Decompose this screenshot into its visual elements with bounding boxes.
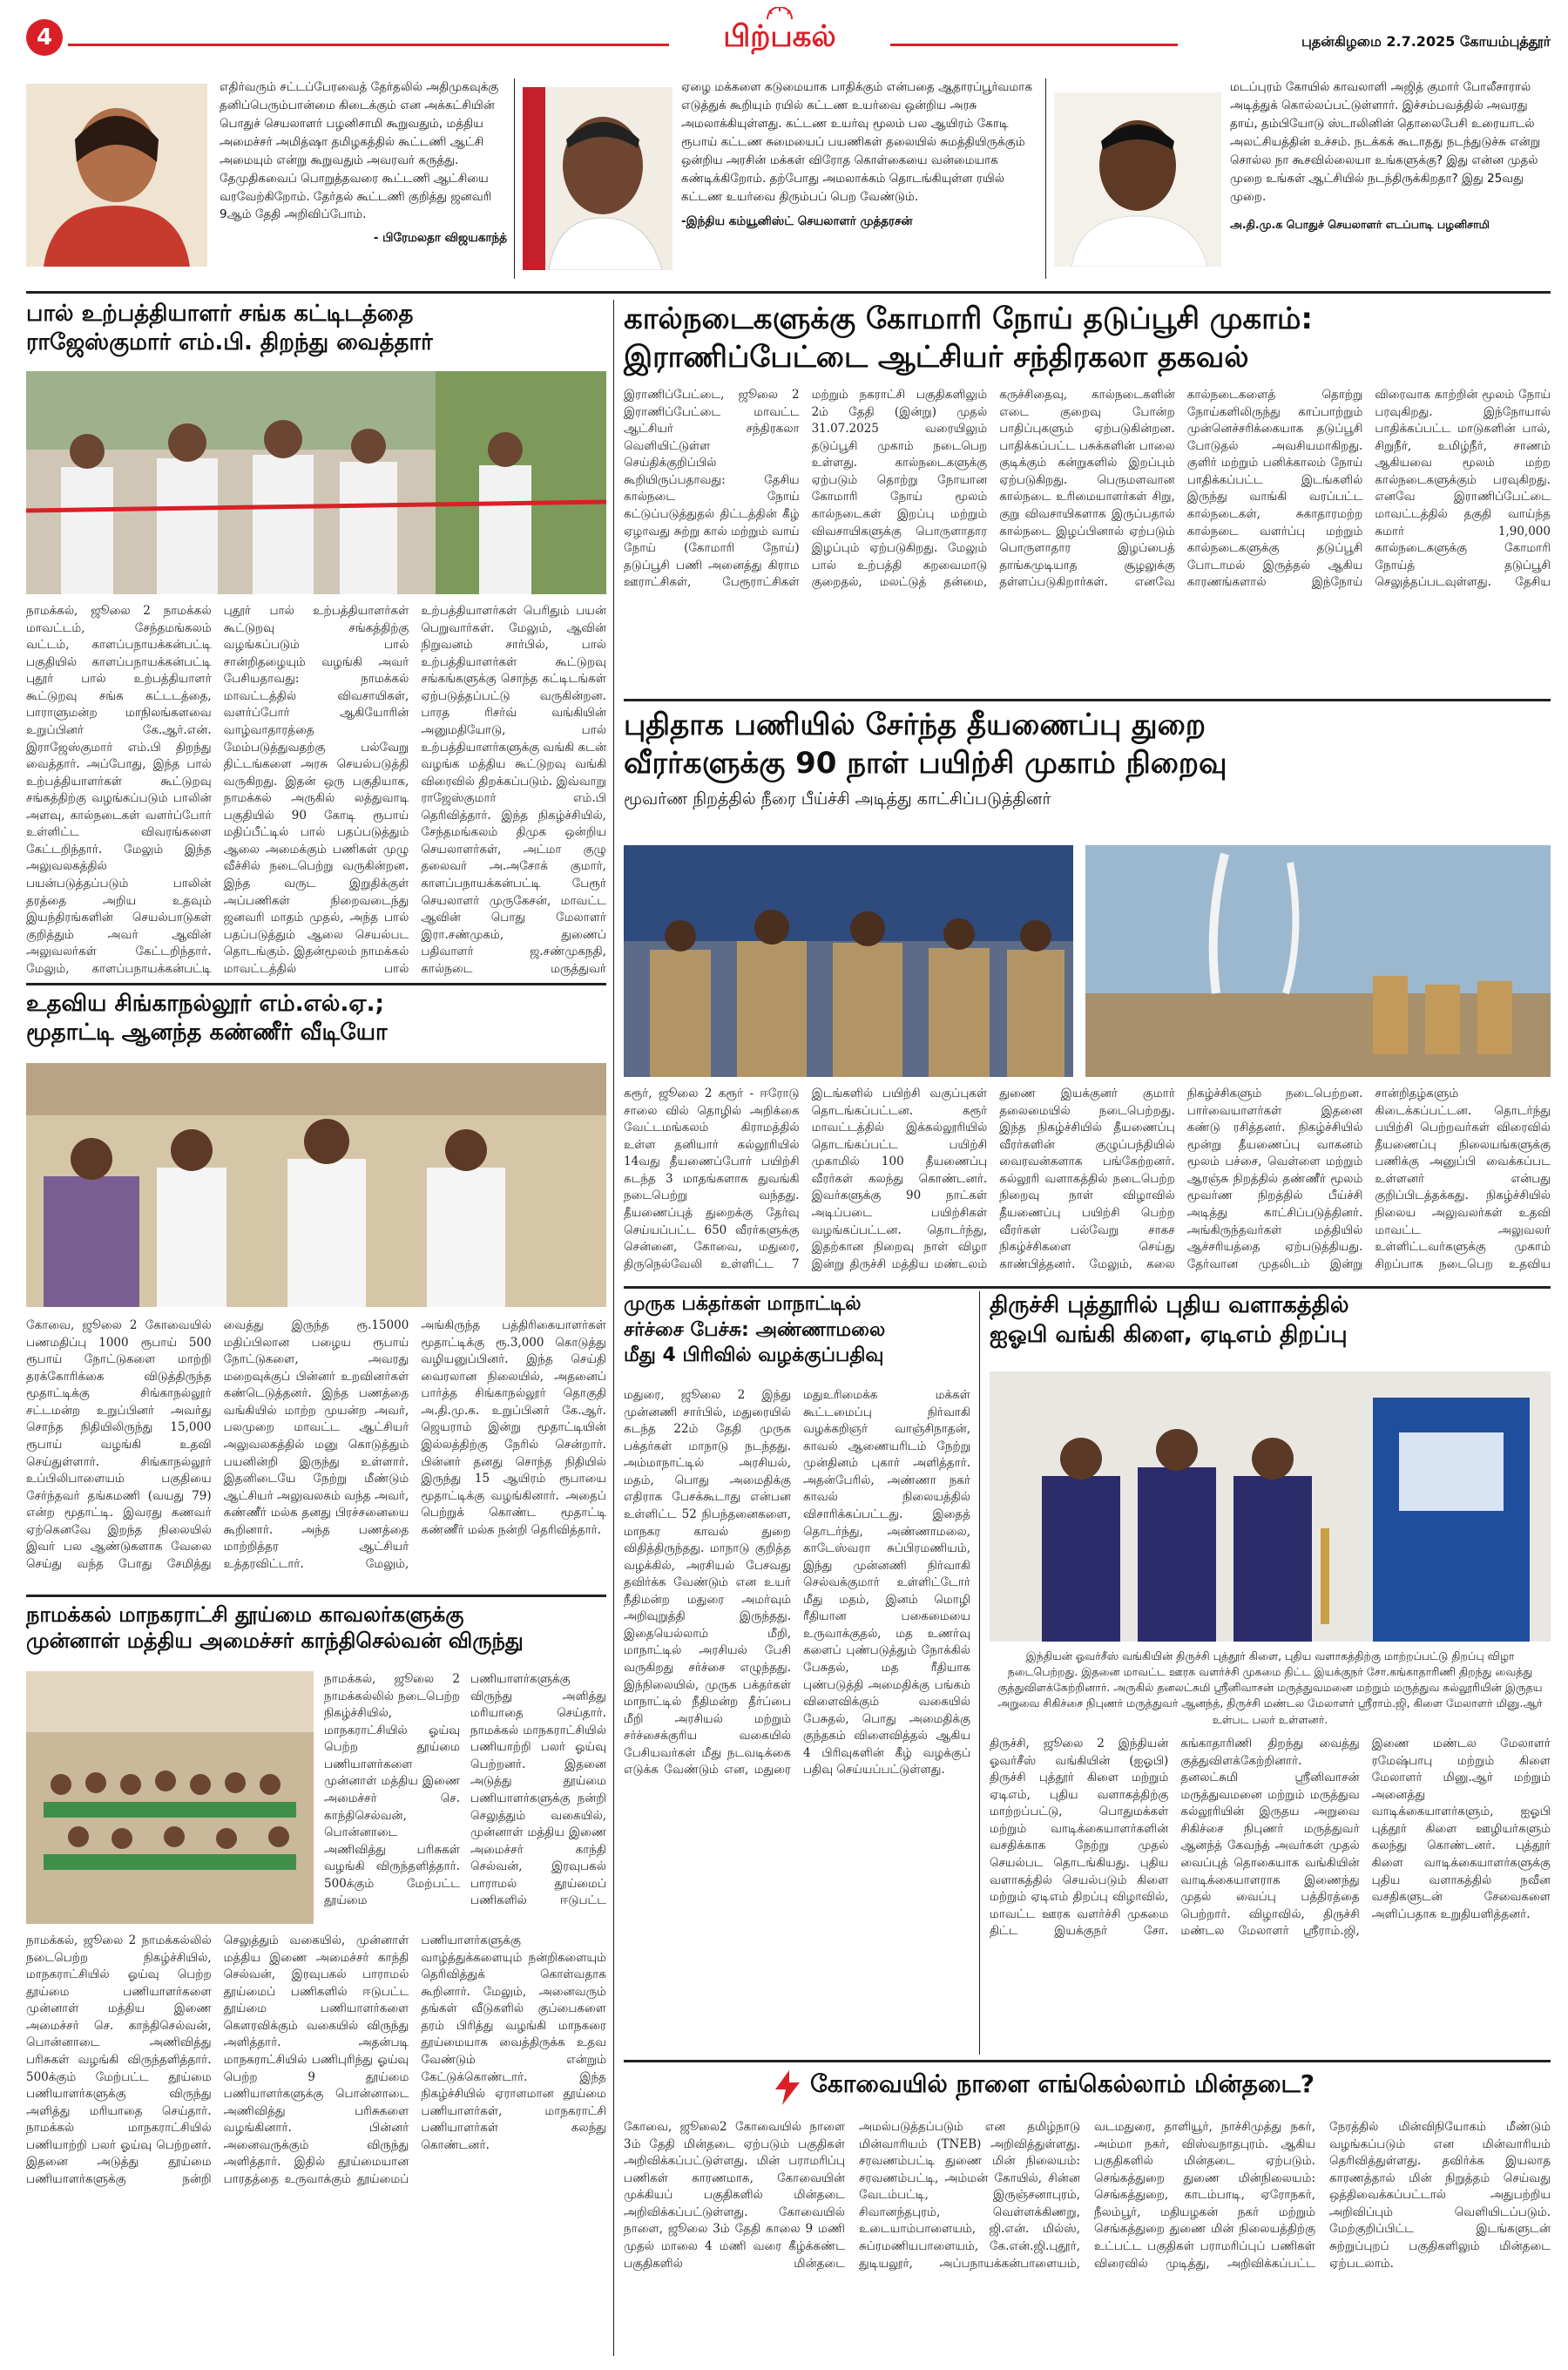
- murugan-headline-line3: மீது 4 பிரிவில் வழக்குப்பதிவு: [624, 1344, 884, 1367]
- divider: [624, 1286, 1551, 1289]
- namakkal-headline: [26, 1601, 606, 1654]
- fire-headline-line2: வீரர்களுக்கு 90 நாள் பயிற்சி முகாம் நிறைவு: [624, 746, 1227, 782]
- portrait-edappadi: [1054, 92, 1221, 267]
- quote-1-text: எதிர்வரும் சட்டப்பேரவைத் தேர்தலில் அதிமுகவுக்கு தனிப்பெரும்பான்மை கிடைக்கும் என அக்கட்சியின் பொதுச் செயலாளர் பழனிசாமி கூறுவதும், மத்திய அமைச்சர் அமித்ஷா தமிழகத்தில் கூட்டணி ஆட்சி அமையும் என்று கூறுவதும் அவரவர் கருத்து. தேமுதிகவைப் பொறுத்தவரை கூட்டணி ஆட்சியை வரவேற்கிறோம். தேர்தல் கூட்டணி குறித்து ஜனவரி 9ஆம் தேதி அறிவிப்போம்.: [220, 80, 499, 222]
- person-photo-icon: [1054, 92, 1221, 267]
- mla-meeting-photo-icon: [26, 1063, 606, 1307]
- video-body: [26, 1317, 606, 1584]
- fire-photo-water: [1085, 845, 1551, 1077]
- divider: [624, 2060, 1551, 2062]
- video-headline-line1: உதவிய சிங்காநல்லூர் எம்.எல்.ஏ.;: [26, 991, 384, 1017]
- page-number: 4: [36, 24, 53, 51]
- ceremony-photo-icon: [624, 845, 1073, 1077]
- divider: [613, 300, 614, 2356]
- article-video: [26, 990, 606, 1571]
- murugan-body: [624, 1387, 970, 2058]
- power-body: [624, 2119, 1551, 2363]
- namakkal-body-text: நாமக்கல், ஜூலை 2 நாமக்கல்லில் நடைபெற்ற நிகழ்ச்சியில், மாநகராட்சியில் ஓய்வு பெற்ற தூய்மை பணியாளர்களை முன்னாள் மத்திய இணை அமைச்சர் செ. காந்திசெல்வன், பொன்னாடை அணிவித்து பரிசுகள் வழங்கி விருந்தளித்தார். 500க்கும் மேற்பட்ட தூய்மை பணியாளர்களுக்கு விருந்து அளித்து மரியாதை செய்தார். நாமக்கல் மாநகராட்சியில் பணியாற்றி பலர் ஓய்வு பெற்றனர். இதனை அடுத்து தூய்மை பணியாளர்களுக்கு நன்றி செலுத்தும் வகையில், முன்னாள் மத்திய இணை அமைச்சர் காந்தி செல்வன், இரவுபகல் பாராமல் தூய்மைப் பணிகளில் ஈடுபட்ட: [324, 1672, 606, 1908]
- fire-body: [624, 1086, 1551, 1274]
- divider: [26, 1595, 606, 1597]
- logo-text: பிற்பகல்: [723, 19, 836, 54]
- iob-headline-line1: திருச்சி புத்தூரில் புதிய வளாகத்தில்: [990, 1292, 1349, 1318]
- iob-body: [990, 1736, 1551, 2055]
- cattle-body-text: இராணிப்பேட்டை, ஜூலை 2 இராணிப்பேட்டை மாவட்ட ஆட்சியர் சந்திரகலா வெளியிட்டுள்ள செய்திக்குறிப்பில் கூறியிருப்பதாவது: தேசிய கால்நடை நோய் கட்டுப்படுத்துதல் திட்டத்தின் கீழ் ஏழாவது சுற்று கால் மற்றும் வாய் நோய் (கோமாரி நோய்) தடுப்பூசி பணி அனைத்து கிராம ஊராட்சிகள், பேரூராட்சிகள் மற்றும் நகராட்சி பகுதிகளிலும் 2ம் தேதி (இன்று) முதல் 31.07.2025 வரையிலும் தடுப்பூசி முகாம் நடைபெற உள்ளது. கால்நடைகளுக்கு ஏற்படும் தொற்று நோயான கோமாரி நோய் மூலம் கால்நடைகள் இறப்பு மற்றும் விவசாயிகளுக்கு பொருளாதார இழப்பும் ஏற்படுகிறது. மேலும் பால் உற்பத்தி கறவைமாடு குறைதல், மலட்டுத் தன்மை, கருச்சிதைவு, கால்நடைகளின் எடை குறைவு போன்ற பாதிப்புகளும் ஏற்படுகின்றன. பாதிக்கப்பட்ட பசுக்களின் பாலை குடிக்கும் கன்றுகளில் இறப்பும் ஏற்படுகிறது. பெருமளவான கால்நடை உரிமையாளர்கள் சிறு, குறு விவசாயிகளாக இருப்பதால் கால்நடை இழப்பினால் ஏற்படும் பொருளாதார இழப்பைத் தாங்கமுடியாத சூழலுக்கு தள்ளப்படுகிறார்கள். எனவே கால்நடைகளைத் தொற்று நோய்களிலிருந்து காப்பாற்றும் முன்னெச்சரிக்கையாக தடுப்பூசி போடுதல் அவசியமாகிறது. குளிர் மற்றும் பனிக்காலம் நோய் பாதிக்கப்பட்ட இடங்களில் இருந்து வாங்கி வரப்பட்ட கால்நடைகள், சுகாதாரமற்ற கால்நடை வளர்ப்பு மற்றும் கால்நடைகளுக்கு தடுப்பூசி போடாமல் இருத்தல் ஆகிய காரணங்களால் இந்நோய் விரைவாக காற்றின் மூலம் நோய் பரவுகிறது. இந்நோயால் பாதிக்கப்பட்ட மாடுகளின் பால், சிறுநீர், உமிழ்நீர், சாணம் ஆகியவை மூலம் மற்ற கால்நடைகளுக்கும் பரவுகிறது. எனவே இராணிப்பேட்டை மாவட்டத்தில் தகுதி வாய்ந்த சுமார் 1,90,000 கால்நடைகளுக்கு கோமாரி நோய்த் தடுப்பூசி செலுத்தப்படவுள்ளது. தேசிய: [624, 388, 1551, 590]
- fire-headline-line1: புதிதாக பணியில் சேர்ந்த தீயணைப்பு துறை: [624, 708, 1206, 742]
- cattle-body: [624, 387, 1551, 605]
- namakkal-photo: [26, 1671, 314, 1924]
- quote-2-text: ஏழை மக்களை கடுமையாக பாதிக்கும் என்பதை ஆதாரப்பூர்வமாக எடுத்துக் கூறியும் ரயில் கட்டண உயர்வை ஒன்றிய அரசு அமலாக்கியுள்ளது. கட்டண உயர்வு மூலம் பல ஆயிரம் கோடி ரூபாய் கட்டண சுமையைப் பயணிகள் தலையில் சுமத்தியிருக்கும் ஒன்றிய அரசின் மக்கள் விரோத கொள்கையை வன்மையாக கண்டிக்கிறோம். தற்போது அமலாக்கம் தொடங்கியுள்ள ரயில் கட்டண உயர்வை திரும்பப் பெற வேண்டும்.: [681, 80, 1032, 204]
- quote-3: [1230, 78, 1551, 234]
- namakkal-body-bottom: [26, 1933, 606, 2342]
- namakkal-headline-line1: நாமக்கல் மாநகராட்சி தூய்மை காவலர்களுக்கு: [26, 1602, 464, 1627]
- divider: [624, 699, 1551, 701]
- divider: [26, 983, 606, 985]
- ribbon-cutting-photo-icon: [26, 371, 606, 594]
- iob-body-text: திருச்சி, ஜூலை 2 இந்தியன் ஓவர்சீஸ் வங்கியின் (ஐஓபி) திருச்சி புத்தூர் கிளை மற்றும் ஏடிஎம், புதிய வளாகத்திற்கு மாற்றப்பட்டு, பொதுமக்கள் மற்றும் வாடிக்கையாளர்களின் வசதிக்காக நேற்று முதல் செயல்பட தொடங்கியது. புதிய வளாகத்தில் செயல்படும் கிளை மற்றும் ஏடிஎம் திறப்பு விழாவில், மாவட்ட ஊரக வளர்ச்சி முகமை திட்ட இயக்குநர் சோ. கங்காதாரிணி திறந்து வைத்து குத்துவிளக்கேற்றினார். தனலட்சுமி ஸ்ரீனிவாசன் மருத்துவமனை மற்றும் மருத்துவ கல்லூரியின் இருதய அறுவை சிகிச்சை நிபுணர் மருத்துவர் ஆனந்த் கேவந்த் அவர்கள் முதல் வைப்புத் தொகையாக வங்கியின் வாடிக்கையாளராக இணைந்து முதல் வைப்பு பத்திரத்தை பெற்றார். விழாவில், திருச்சி மண்டல மேலாளர் ஸ்ரீராம்.ஜி, இணை மண்டல மேலாளர் ரமேஷ்பாபு மற்றும் கிளை மேலாளர் மினு.ஆர் மற்றும் அனைத்து வாடிக்கையாளர்களும், ஐஓபி புத்தூர் கிளை ஊழியர்களும் கலந்து கொண்டனர். புத்தூர் கிளை வாடிக்கையாளர்களுக்கு புதிய வளாகத்தில் நவீன வசதிகளுடன் சேவைகளை அளிப்பதாக உறுதியளித்தனர்.: [990, 1737, 1551, 1939]
- murugan-body-text: மதுரை, ஜூலை 2 இந்து முன்னணி சார்பில், மதுரையில் கடந்த 22ம் தேதி முருக பக்தர்கள் மாநாடு நடந்தது. அம்மாநாட்டில் அரசியல், மதம், பொது அமைதிக்கு எதிராக பேசக்கூடாது என்பன உள்ளிட்ட 52 நிபந்தனைகளை, மாநகர காவல் துறை விதித்திருந்தது. மாநாடு குறித்த வழக்கில், அரசியல் பேசவது தவிர்க்க வேண்டும் என உயர் நீதிமன்ற மதுரை அமர்வும் அறிவுறுத்தி இருந்தது. இதையெல்லாம் மீறி, மாநாட்டில் அரசியல் பேசி வருகிறது சர்ச்சை எழுந்தது. இந்நிலையில், முருக பக்தர்கள் மாநாட்டில் நீதிமன்ற தீர்ப்பை மீறி அரசியல் மற்றும் சர்ச்சைக்குரிய வகையில் பேசியவர்கள் மீது நடவடிக்கை எடுக்க வேண்டும் என, மதுரை மதுஉரிமைக்க மக்கள் கூட்டமைப்பு நிர்வாகி வழக்கறிஞர் வாஞ்சிநாதன், காவல் ஆணையரிடம் நேற்று முன்தினம் புகார் அளித்தார். அதன்பேரில், அண்ணா நகர் காவல் நிலையத்தில் விசாரிக்கப்பட்டது. இதைத் தொடர்ந்து, அண்ணாமலை, காடேஸ்வரா சுப்பிரமணியம், இந்து முன்னணி நிர்வாகி செல்வக்குமார் உள்ளிட்டோர் மீது மதம், இனம் மொழி ரீதியான பகைமையை உருவாக்குதல், மத உணர்வு களைப் புண்படுத்தும் நோக்கில் பேசுதல், மத ரீதியாக புண்படுத்தி அமைதிக்கு பங்கம் விளைவிக்கும் வகையில் பேசுதல், பொது அமைதிக்கு குந்தகம் விளைவித்தல் ஆகிய 4 பிரிவுகளின் கீழ் வழக்குப் பதிவு செய்யப்பட்டுள்ளது.: [624, 1388, 970, 1778]
- video-body-text: கோவை, ஜூலை 2 கோவையில் பணமதிப்பு 1000 ரூபாய் 500 ரூபாய் நோட்டுகளை மாற்றி தரக்கோரிக்கை விடுத்திருந்த மூதாட்டிக்கு சிங்காநல்லூர் சட்டமன்ற உறுப்பினர் அவர்து சொந்த நிதியிலிருந்து 15,000 ரூபாய் வழங்கி உதவி செய்துள்ளார். சிங்காநல்லூர் உப்பிலிபாளையம் பகுதியை சேர்ந்தவர் தங்கமணி (வயது 79) என்ற மூதாட்டி. இவரது கணவர் ஏற்கெனவே இறந்த நிலையில் இவர் பல ஆண்டுகளாக வேலை செய்து வந்த போது சேமித்து வைத்து இருந்த ரூ.15000 மதிப்பிலான பழைய ரூபாய் நோட்டுகளை, அவரது மறைவுக்குப் பின்னர் உறவினர்கள் கண்டெடுத்தனர். இந்த பணத்தை வங்கியில் மாற்ற முயன்ற அவர், பலமுறை மாவட்ட ஆட்சியர் அலுவலகத்தில் மனு கொடுத்தும் பயனின்றி இருந்து உள்ளார். இதனிடையே நேற்று மீண்டும் ஆட்சியர் அலுவலகம் வந்த அவர், கண்ணீர் மல்க தனது பிரச்சனையை கூறினார். அந்த பணத்தை மாற்றித்தர ஆட்சியர் உத்தரவிட்டார். மேலும், அங்கிருந்த பத்திரிகையாளர்கள் மூதாட்டிக்கு ரூ.3,000 கொடுத்து வழியனுப்பினர். இந்த செய்தி வைரலான நிலையில், அதனைப் பார்த்த சிங்காநல்லூர் தொகுதி அ.தி.மு.க. உறுப்பினர் கே.ஆர். ஜெயராம் இன்று மூதாட்டியின் இல்லத்திற்கு நேரில் சென்றார். பின்னர் தனது சொந்த நிதியில் இருந்து 15 ஆயிரம் ரூபாயை மூதாட்டிக்கு வழங்கினார். அதைப் பெற்றுக் கொண்ட மூதாட்டி கண்ணீர் மல்க நன்றி தெரிவித்தார்.: [26, 1318, 606, 1571]
- masthead-rule-right: [890, 44, 1178, 46]
- fire-subhead: மூவர்ண நிறத்தில் நீரை பீய்ச்சி அடித்து காட்சிப்படுத்தினர்: [624, 789, 1051, 809]
- masthead-logo: [676, 7, 883, 61]
- masthead-rule-left: [68, 44, 669, 46]
- iob-caption: இந்தியன் ஓவர்சீஸ் வங்கியின் திருச்சி புத்தூர் கிளை, புதிய வளாகத்திற்கு மாற்றப்பட்டு திறப்பு விழா நடைபெற்றது. இதனை மாவட்ட ஊரக வளர்ச்சி முகமை திட்ட இயக்குநர் சோ.கங்காதாரிணி திறந்து வைத்து குத்துவிளக்கேற்றினார். அருகில் தனலட்சுமி ஸ்ரீனிவாசன் மருத்துவமனை மற்றும் மருத்துவ கல்லூரியின் இருதய அறுவை சிகிச்சை நிபுணர் மருத்துவர் ஆனந்த், திருச்சி மண்டல மேலாளர் ஸ்ரீராம்.ஜி, கிளை மேலாளர் மினு.ஆர் உள்பட பலர் உள்ளனர்.: [997, 1649, 1543, 1726]
- fire-body-text: கரூர், ஜூலை 2 கரூர் - ஈரோடு சாலை வில் தொழில் அறிக்கை வேட்டமங்கலம் கிராமத்தில் உள்ள தனியார் கல்லூரியில் 14வது தீயணைப்போர் பயிற்சி கடந்த 3 மாதங்களாக துவங்கி நடைபெற்று வந்தது. தீயணைப்புத் துறைக்கு தேர்வு செய்யப்பட்ட 650 வீரர்களுக்கு சென்னை, கோவை, மதுரை, திருநெல்வேலி உள்ளிட்ட 7 இடங்களில் பயிற்சி வகுப்புகள் தொடங்கப்பட்டன. கரூர் மாவட்டத்தில் இக்கல்லூரியில் தொடங்கப்பட்ட பயிற்சி முகாமில் 100 தீயணைப்பு வீரர்கள் கலந்து கொண்டனர். இவர்களுக்கு 90 நாட்கள் அடிப்படை பயிற்சிகள் வழங்கப்பட்டன. தொடர்ந்து, இதற்கான நிறைவு நாள் விழா இன்று திருச்சி மத்திய மண்டலம் துணை இயக்குனர் குமார் தலைமையில் நடைபெற்றது. இந்த நிகழ்ச்சியில் தீயணைப்பு வீரர்களின் குழுப்பந்தியில் வைரவன்களாக பங்கேற்றனர். கல்லூரி வளாகத்தில் நடைபெற்ற நிறைவு நாள் விழாவில் தீயணைப்பு பயிற்சி பெற்ற வீரர்கள் பல்வேறு சாகச நிகழ்ச்சிகளை செய்து காண்பித்தனர். மேலும், கலை நிகழ்ச்சிகளும் நடைபெற்றன. பார்வையாளர்கள் இதனை கண்டு ரசித்தனர். நிகழ்ச்சியில் மூன்று தீயணைப்பு வாகனம் மூலம் பச்சை, வெள்ளை மற்றும் ஆரஞ்சு நிறத்தில் தண்ணீர் மூலம் மூவர்ண நிறத்தில் பீய்ச்சி அடித்து காட்சிப்படுத்தினர். அங்கிருந்தவர்கள் மத்தியில் ஆச்சரியத்தை ஏற்படுத்தியது. தேர்வான முதலிடம் இன்று சான்றிதழ்களும் கிடைக்கப்பட்டன. தொடர்ந்து பயிற்சி பெற்றவர்கள் விரைவில் தீயணைப்பு நிலையங்களுக்கு பணிக்கு அனுப்பி வைக்கப்பட உள்ளனர் என்பது குறிப்பிடத்தக்கது. நிகழ்ச்சியில் நிலைய அலுவலர்கள் உதவி மாவட்ட அலுவலர் உள்ளிட்டவர்களுக்கு முகாம் சிறப்பாக நடைபெற உதவிய: [624, 1087, 1551, 1271]
- murugan-headline-line2: சர்ச்சை பேச்சு: அண்ணாமலை: [624, 1318, 886, 1341]
- murugan-headline-line1: முருக பக்தர்கள் மாநாட்டில்: [624, 1293, 862, 1315]
- article-murugan: [624, 1291, 970, 1778]
- cattle-headline: [624, 300, 1551, 376]
- cattle-headline-line1: கால்நடைகளுக்கு கோமாரி நோய் தடுப்பூசி முகாம்:: [624, 301, 1314, 336]
- portrait-premalatha: [26, 84, 207, 267]
- divider: [514, 78, 515, 279]
- quote-2: [681, 78, 1038, 231]
- article-namakkal: [26, 1601, 606, 2186]
- namakkal-headline-line2: முன்னாள் மத்திய அமைச்சர் காந்திசெல்வன் விருந்து: [26, 1629, 524, 1653]
- video-headline: [26, 990, 606, 1046]
- water-spray-photo-icon: [1085, 845, 1551, 1077]
- video-photo: [26, 1063, 606, 1307]
- fire-headline: [624, 706, 1551, 782]
- quote-3-text: மடப்புரம் கோயில் காவலாளி அஜித் குமார் போலீசாரால் அடித்துக் கொல்லப்பட்டுள்ளார். இச்சம்பவத்தில் அவரது தாய், தம்பியோடு ஸ்டாலினின் தொலைபேசி உரையாடல் அலட்சியத்தின் உச்சம். நடக்கக் கூடாதது நடந்துடுச்சு என்று சொல்ல நா கூசவில்லையா உங்களுக்கு? இது என்ன முதல் முறை உங்கள் ஆட்சியில் நடந்திருக்கிறதா? இது 25வது முறை.: [1230, 80, 1541, 204]
- iob-headline: [990, 1291, 1551, 1351]
- article-milk: [26, 300, 606, 976]
- quote-2-attribution: -இந்திய கம்யூனிஸ்ட் செயலாளர் முத்தரசன்: [681, 214, 913, 229]
- iob-photo: [990, 1371, 1551, 1642]
- video-headline-line2: மூதாட்டி ஆனந்த கண்ணீர் வீடியோ: [26, 1019, 388, 1046]
- milk-body-text: நாமக்கல், ஜூலை 2 நாமக்கல் மாவட்டம், சேந்தமங்கலம் வட்டம், காளப்பநாயக்கன்பட்டி பகுதியில் காளப்பநாயக்கன்பட்டி புதூர் பால் உற்பத்தியாளர் கூட்டுறவு சங்க கட்டடத்தை, பாராளுமன்ற மாநிலங்களவை உறுப்பினர் கே.ஆர்.என். இராஜேஸ்குமார் எம்.பி திறந்து வைத்தார். அப்போது, இந்த பால் உற்பத்தியாளர்கள் கூட்டுறவு சங்கத்திற்கு வழங்கப்படும் பாலின் அளவு, கால்நடைகள் வளர்ப்போர் உள்ளிட்ட விவரங்களை கேட்டறிந்தார். மேலும் இந்த அலுவலகத்தில் பயன்படுத்தப்படும் பாலின் தரத்தை அறிய உதவும் இயந்திரங்களின் செயல்பாடுகள் குறித்தும் அவர் ஆவின் அலுவலர்கள் கேட்டறிந்தார். மேலும், காளப்பநாயக்கன்பட்டி புதூர் பால் உற்பத்தியாளர்கள் கூட்டுறவு சங்கத்திற்கு வழங்கப்படும் பால் சான்றிதழையும் வழங்கி அவர் பேசியதாவது: நாமக்கல் மாவட்டத்தில் விவசாயிகள், வளர்ப்போர் ஆகியோரின் வாழ்வாதாரத்தை மேம்படுத்துவதற்கு பல்வேறு திட்டங்களை அரசு செயல்படுத்தி வருகிறது. இதன் ஒரு பகுதியாக, நாமக்கல் அருகில் லத்துவாடி பகுதியில் 90 கோடி ரூபாய் மதிப்பீட்டில் பால் பதப்படுத்தும் ஆலை அமைக்கும் பணிகள் முழு வீச்சில் நடைபெற்று வருகின்றன. இந்த வருட இறுதிக்குள் அப்பணிகள் நிறைவடைந்து ஜனவரி மாதம் முதல், அந்த பால் பதப்படுத்தும் ஆலை செயல்பட தொடங்கும். இதன்மூலம் நாமக்கல் மாவட்டத்தில் பால் உற்பத்தியாளர்கள் பெரிதும் பயன் பெறுவார்கள். மேலும், ஆவின் நிறுவனம் சார்பில், பால் உற்பத்தியாளர்கள் கூட்டுறவு சங்கங்களுக்கு சொந்த கட்டிடங்கள் ஏற்படுத்தப்பட்டு வருகின்றன. பாரத ரிசர்வ் வங்கியின் அனுமதியோடு, பால் உற்பத்தியாளர்களுக்கு வங்கி கடன் வழங்க மத்திய கூட்டுறவு வங்கி விரைவில் திறக்கப்படும். இவ்வாறு ராஜேஸ்குமார் எம்.பி தெரிவித்தார். இந்த நிகழ்ச்சியில், சேந்தமங்கலம் திமுக ஒன்றிய செயலாளர்கள், அட்மா குழு தலைவர் அ.அசோக் குமார், காளப்பநாயக்கன்பட்டி பேரூர் செயலாளர் முருகேசன், மாவட்ட ஆவின் பொது மேலாளர் இரா.சண்முகம், துணைப் பதிவாளர் ஜ.சண்முகநதி, கால்நடை மருத்துவர்: [26, 604, 606, 976]
- article-cattle: [624, 300, 1551, 590]
- cattle-headline-line2: இராணிப்பேட்டை ஆட்சியர் சந்திரகலா தகவல்: [624, 340, 1249, 376]
- iob-headline-line2: ஐஓபி வங்கி கிளை, ஏடிஎம் திறப்பு: [990, 1321, 1348, 1348]
- bank-inauguration-photo-icon: [990, 1371, 1551, 1642]
- milk-headline-line1: பால் உற்பத்தியாளர் சங்க கட்டிடத்தை: [26, 301, 414, 327]
- quote-1-attribution: - பிரேமலதா விஜயகாந்த்: [373, 231, 507, 246]
- date-place: புதன்கிழமை 2.7.2025 கோயம்புத்தூர்: [1301, 33, 1551, 50]
- murugan-headline: [624, 1291, 970, 1369]
- article-fire: [624, 706, 1551, 1271]
- person-photo-icon: [26, 84, 207, 267]
- power-headline-bar: [624, 2067, 1551, 2107]
- bolt-icon: [772, 2070, 803, 2105]
- namakkal-body-text-cont: நாமக்கல், ஜூலை 2 நாமக்கல்லில் நடைபெற்ற நிகழ்ச்சியில், மாநகராட்சியில் ஓய்வு பெற்ற தூய்மை பணியாளர்களை முன்னாள் மத்திய இணை அமைச்சர் செ. காந்திசெல்வன், பொன்னாடை அணிவித்து பரிசுகள் வழங்கி விருந்தளித்தார். 500க்கும் மேற்பட்ட தூய்மை பணியாளர்களுக்கு விருந்து அளித்து மரியாதை செய்தார். நாமக்கல் மாநகராட்சியில் பணியாற்றி பலர் ஓய்வு பெற்றனர். இதனை அடுத்து தூய்மை பணியாளர்களுக்கு நன்றி செலுத்தும் வகையில், முன்னாள் மத்திய இணை அமைச்சர் காந்தி செல்வன், இரவுபகல் பாராமல் தூய்மைப் பணிகளில் ஈடுபட்ட தூய்மை பணியாளர்களை கெளரவிக்கும் வகையில் விருந்து அளித்தார். அதன்படி மாநகராட்சியில் பணிபுரிந்து ஓய்வு பெற்ற 9 தூய்மை பணியாளர்களுக்கு பொன்னாடை அணிவித்து பரிசுகளை வழங்கினார். பின்னர் அனைவருக்கும் விருந்து அளித்தார். இதில் தூய்மையான பாரதத்தை உருவாக்கும் தூய்மைப் பணியாளர்களுக்கு வாழ்த்துக்களையும் நன்றிகளையும் தெரிவித்துக் கொள்வதாக கூறினார். மேலும், அனைவரும் தங்கள் வீடுகளில் குப்பைகளை தரம் பிரித்து வழங்கி மாநகரை தூய்மையாக வைத்திருக்க உதவ வேண்டும் என்றும் கேட்டுக்கொண்டார். இந்த நிகழ்ச்சியில் ஏராளமான தூய்மை பணியாளர்கள், மாநகராட்சி பணியாளர்கள் கலந்து கொண்டனர்.: [26, 1933, 606, 2186]
- milk-photo: [26, 371, 606, 594]
- quote-1: [220, 78, 507, 247]
- divider: [1045, 78, 1046, 279]
- quotes-row: [26, 78, 1551, 288]
- page-number-badge: [26, 19, 63, 56]
- dining-hall-photo-icon: [26, 1671, 314, 1924]
- quote-3-attribution: அ.தி.மு.க பொதுச் செயலாளர் எடப்பாடி பழனிசாமி: [1230, 218, 1490, 232]
- power-headline: கோவையில் நாளை எங்கெல்லாம் மின்தடை?: [810, 2069, 1315, 2098]
- article-iob: [990, 1291, 1551, 1939]
- sun-logo-icon: [762, 7, 797, 19]
- milk-headline: [26, 300, 606, 356]
- fire-photo-ceremony: [624, 845, 1073, 1077]
- namakkal-body-right: [324, 1671, 606, 1924]
- power-body-text: கோவை, ஜூலை2 கோவையில் நாளை 3ம் தேதி மின்தடை ஏற்படும் பகுதிகள் அறிவிக்கப்பட்டுள்ளது. மின் பராமரிப்பு பணிகள் காரணமாக, கோவையின் முக்கியப் பகுதிகளில் மின்தடை அறிவிக்கப்பட்டுள்ளது. கோவையில் நாளை, ஜூலை 3ம் தேதி காலை 9 மணி முதல் மாலை 4 மணி வரை கீழ்க்கண்ட பகுதிகளில் மின்தடை அமல்படுத்தப்படும் என தமிழ்நாடு மின்வாரியம் (TNEB) அறிவித்துள்ளது. சரவணம்பட்டி துணை மின் நிலையம்: சரவணம்பட்டி, அம்மன் கோயில், சின்ன வேடம்பட்டி, இருஞ்சனாபுரம், சிவானந்தபுரம், வெள்ளக்கிணறு, உடையாம்பாளையம், ஜி.என். மில்ஸ், சுப்ரமணியபாளையம், கே.என்.ஜி.புதூர், துடியலூர், அப்பநாயக்கன்பாளையம், வடமதுரை, தாளியூர், நாச்சிமுத்து நகர், அம்மா நகர், விஸ்வநாதபுரம். ஆகிய பகுதிகளில் மின்தடை ஏற்படும். செங்கத்துறை துணை மின்நிலையம்: செங்கத்துறை, காடம்பாடி, ஏரோநகர், நீலம்பூர், மதியழகன் நகர் மற்றும் செங்கத்துறை துணை மின் நிலையத்திற்கு உட்பட்ட பகுதிகள் பராமரிப்புப் பணிகள் விரைவில் முடித்து, அறிவிக்கப்பட்ட நேரத்தில் மின்விநியோகம் மீண்டும் வழங்கப்படும் என மின்வாரியம் தெரிவித்துள்ளது. தவிர்க்க இயலாத காரணத்தால் மின் நிறுத்தம் செய்வது ஒத்திவைக்கப்பட்டால் அதுபற்றிய அறிவிப்பும் வெளியிடப்படும். மேற்குறிப்பிட்ட இடங்களுடன் சுற்றுப்புறப் பகுதிகளிலும் மின்தடை ஏற்படலாம்.: [624, 2120, 1551, 2271]
- person-photo-icon: [523, 87, 672, 270]
- divider: [979, 1291, 980, 2055]
- masthead: [0, 0, 1568, 68]
- milk-body: [26, 603, 606, 979]
- milk-headline-line2: ராஜேஸ்குமார் எம்.பி. திறந்து வைத்தார்: [26, 328, 433, 356]
- divider: [26, 291, 1551, 294]
- portrait-mutharasan: [523, 87, 672, 270]
